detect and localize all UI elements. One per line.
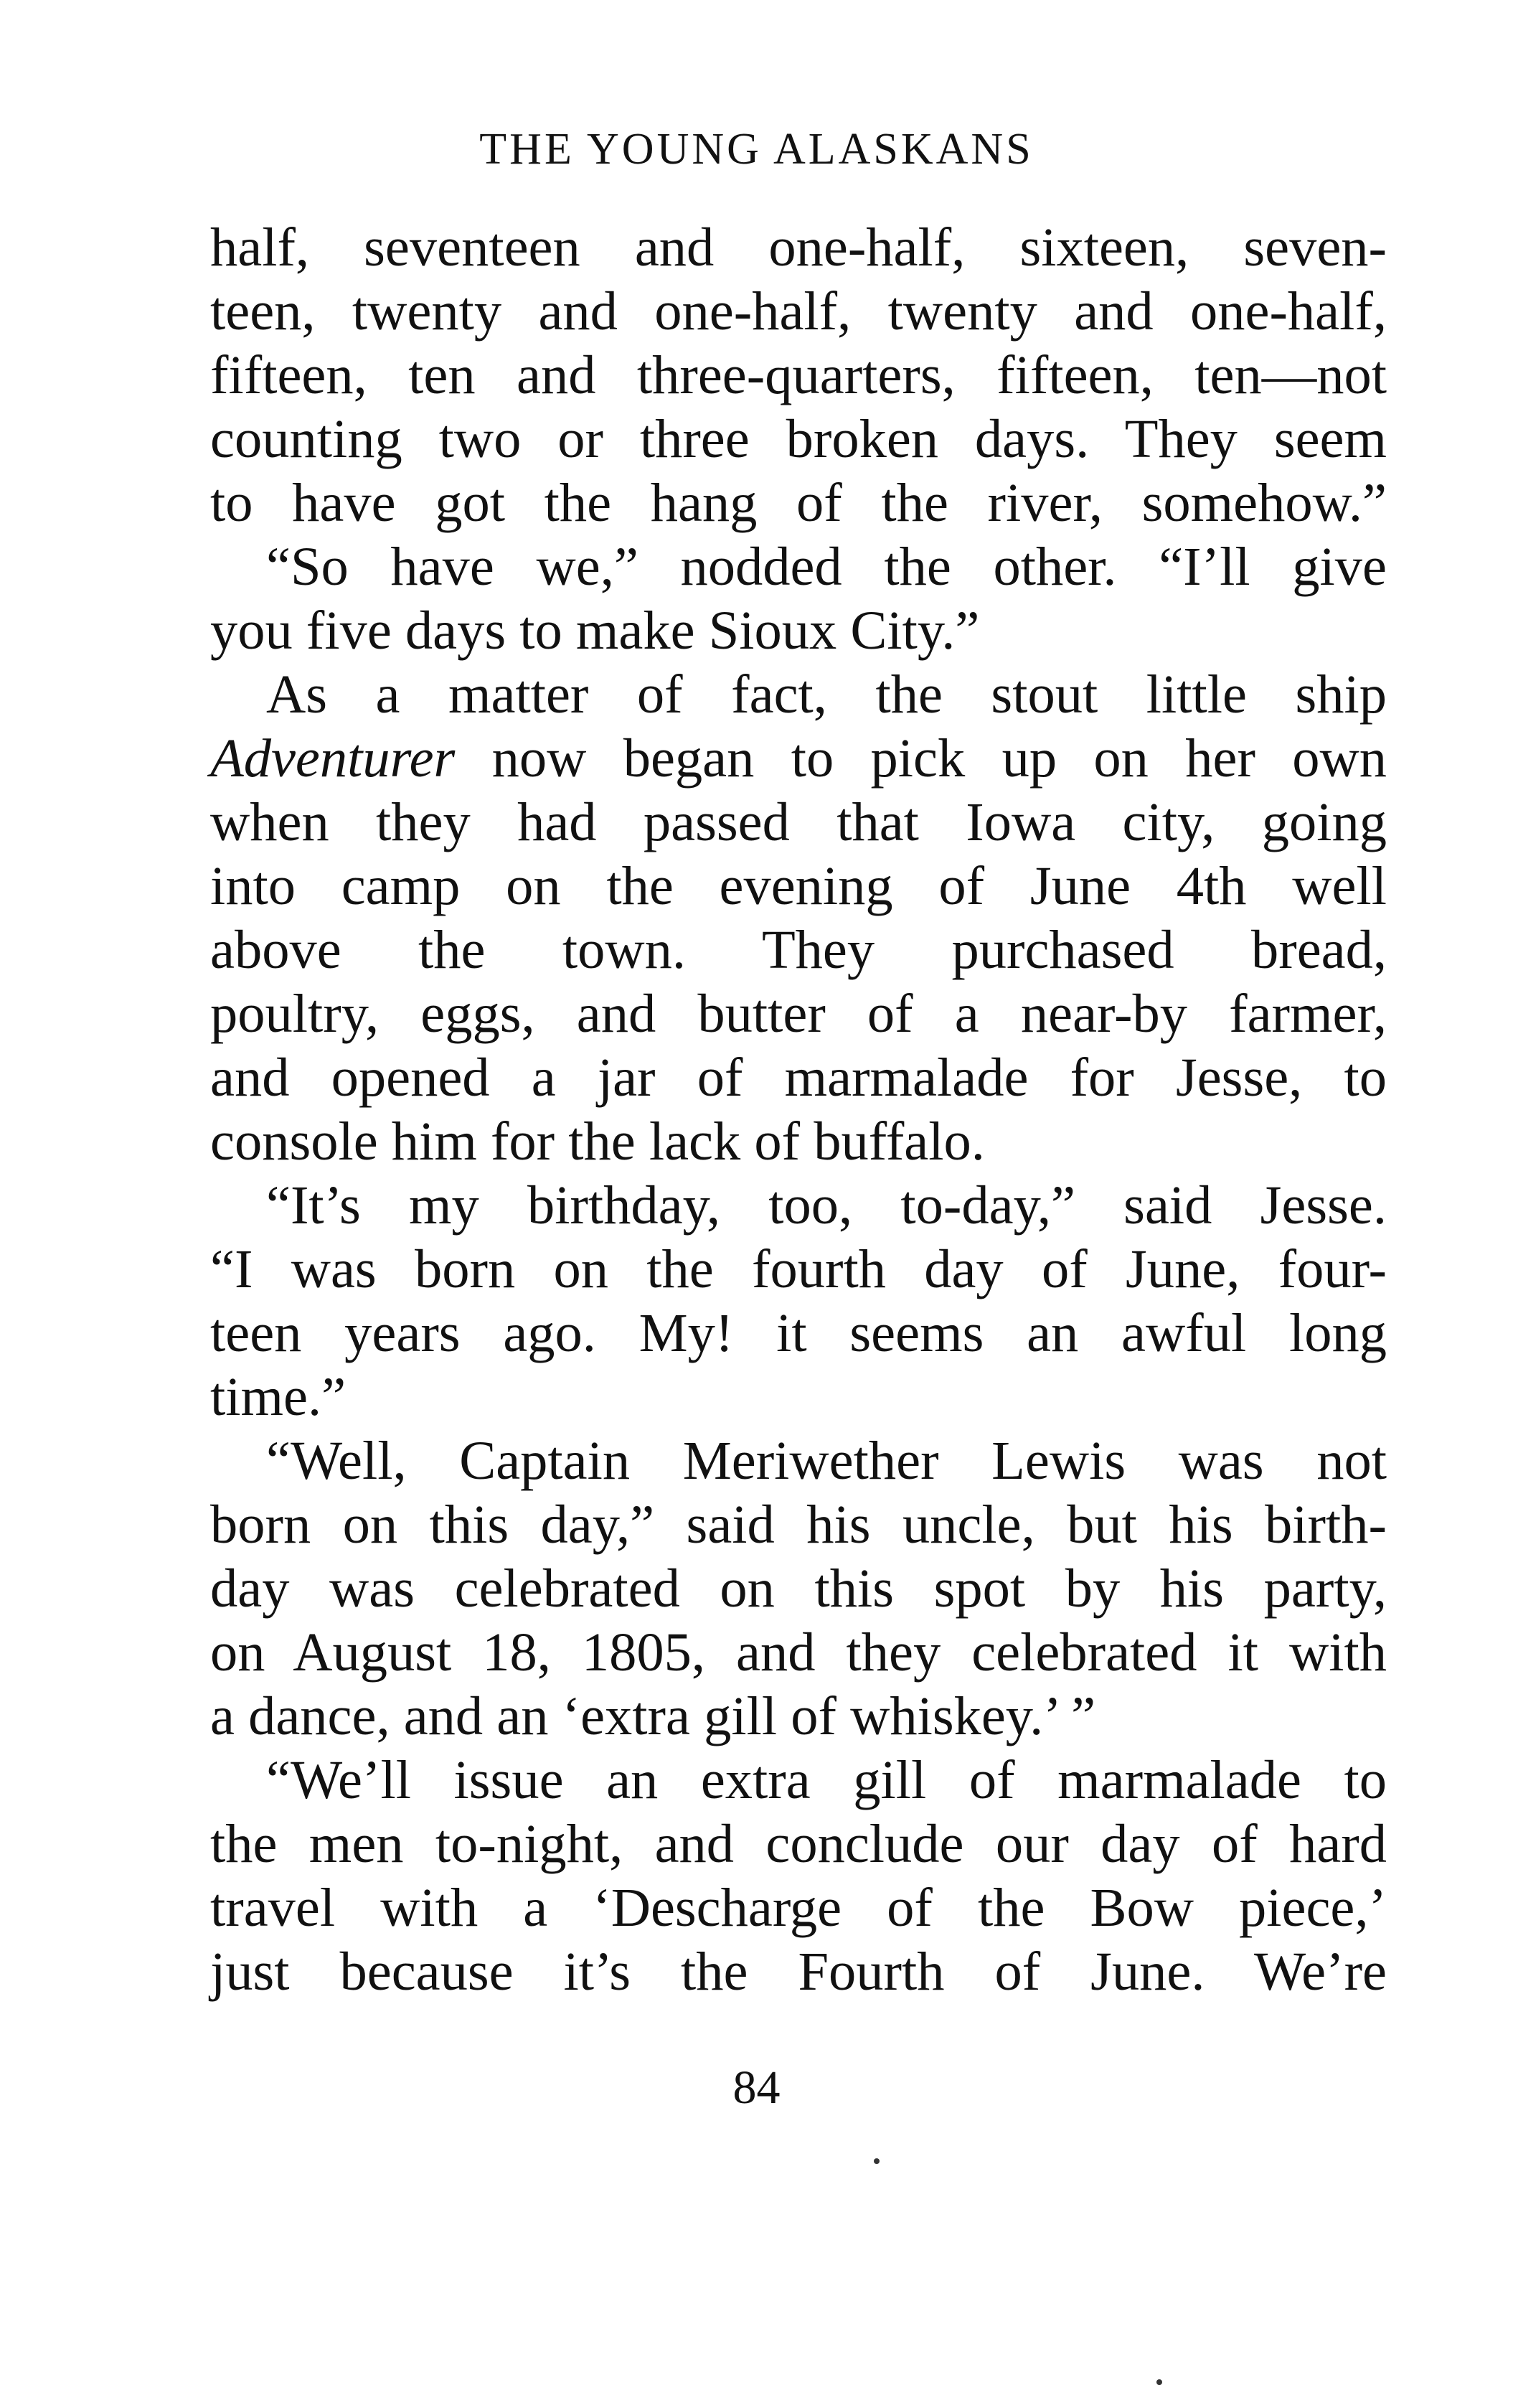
text-line: the men to-night, and conclude our day of hard <box>210 1813 1387 1874</box>
text-line: born on this day,” said his uncle, but his birth- <box>210 1494 1387 1555</box>
text-line: “Well, Captain Meriwether Lewis was not <box>266 1430 1387 1491</box>
text-line: into camp on the evening of June 4th well <box>210 855 1387 916</box>
text-line: As a matter of fact, the stout little ship <box>266 664 1387 725</box>
text-line: teen, twenty and one-half, twenty and one-half, <box>210 281 1387 342</box>
text-line: time.” <box>210 1366 347 1427</box>
text-line: teen years ago. My! it seems an awful long <box>210 1302 1387 1363</box>
text-line: you five days to make Sioux City.” <box>210 600 980 661</box>
ink-speck <box>1156 2379 1162 2385</box>
text-line: fifteen, ten and three-quarters, fifteen, ten—not <box>210 344 1387 405</box>
text-line: “I was born on the fourth day of June, four- <box>210 1238 1387 1299</box>
text-line: and opened a jar of marmalade for Jesse, to <box>210 1047 1387 1108</box>
ink-speck <box>874 2158 880 2164</box>
ship-name: Adventurer <box>210 728 456 789</box>
text-line: “So have we,” nodded the other. “I’ll give <box>266 536 1387 597</box>
text-line: “It’s my birthday, too, to-day,” said Jesse. <box>266 1175 1387 1236</box>
text-line: a dance, and an ‘extra gill of whiskey.’ ” <box>210 1685 1096 1746</box>
text-line: counting two or three broken days. They seem <box>210 408 1387 469</box>
text-line: when they had passed that Iowa city, going <box>210 791 1387 852</box>
text-line: just because it’s the Fourth of June. We’re <box>210 1941 1387 2002</box>
running-head: THE YOUNG ALASKANS <box>479 125 1034 174</box>
text-line: day was celebrated on this spot by his party, <box>210 1558 1387 1619</box>
text-line: poultry, eggs, and butter of a near-by farmer, <box>210 983 1387 1044</box>
body-text <box>210 215 1387 2003</box>
page-number: 84 <box>732 2061 781 2114</box>
text-line: console him for the lack of buffalo. <box>210 1111 985 1172</box>
text-line <box>210 726 1387 790</box>
text-line: to have got the hang of the river, somehow.” <box>210 472 1387 533</box>
text-line: above the town. They purchased bread, <box>210 919 1387 980</box>
text-line: half, seventeen and one-half, sixteen, seven- <box>210 217 1387 278</box>
text-line: on August 18, 1805, and they celebrated it with <box>210 1622 1387 1683</box>
text-line: “We’ll issue an extra gill of marmalade to <box>266 1749 1387 1810</box>
text-line: travel with a ‘Descharge of the Bow piece,’ <box>210 1877 1387 1938</box>
text-line-rest: now began to pick up on her own <box>455 728 1387 789</box>
